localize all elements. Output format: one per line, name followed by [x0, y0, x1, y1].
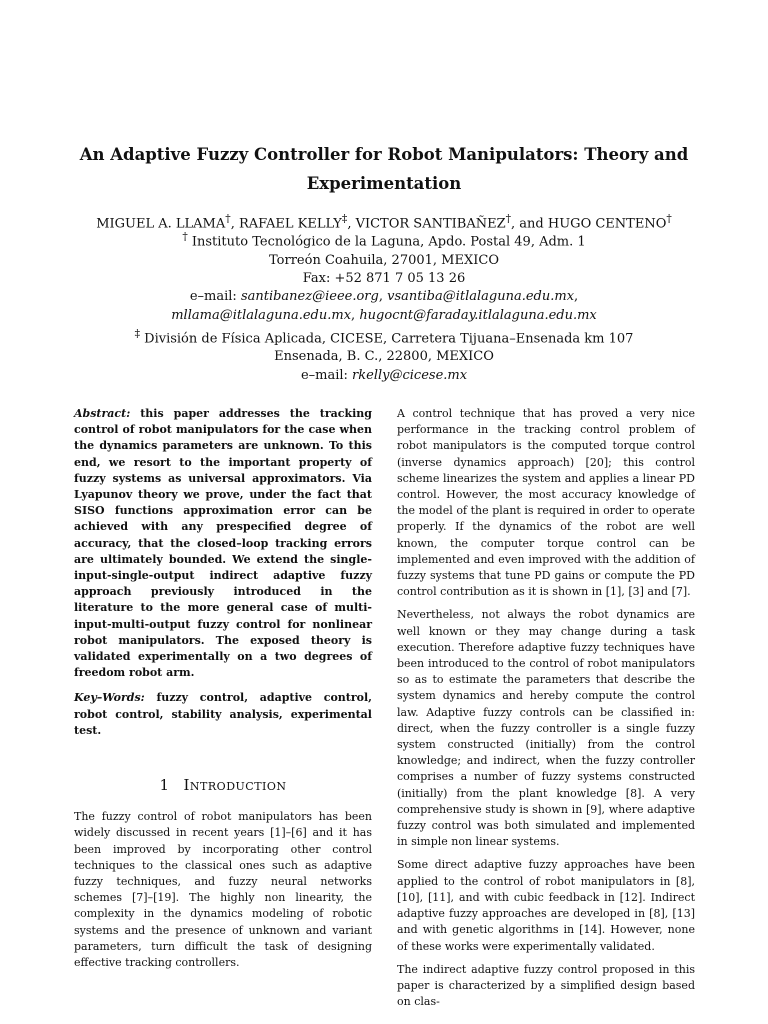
affiliation-text: Instituto Tecnológico de la Laguna, Apdo. Postal 49, Adm. 1 [191, 234, 586, 250]
affiliations [60, 228, 708, 385]
section-title: Introduction [183, 776, 287, 795]
keywords-text: fuzzy control, adaptive control, robot control, stability analysis, experimental test. [74, 691, 372, 737]
affiliation-2-line-1 [60, 325, 708, 349]
abstract [74, 406, 372, 681]
author-name: VICTOR SANTIBAÑEZ [355, 216, 506, 232]
author-name: HUGO CENTENO [547, 216, 667, 232]
email-address: vsantiba@itlalaguna.edu.mx [387, 289, 575, 305]
affiliation-1-fax: Fax: +52 871 7 05 13 26 [302, 270, 466, 286]
affiliation-mark: † [182, 230, 188, 243]
affiliation-1-line-1 [60, 228, 708, 252]
author-separator: , [347, 216, 356, 232]
email-label: e–mail: [189, 289, 241, 305]
right-column [397, 406, 695, 1017]
body-paragraph: The indirect adaptive fuzzy control proposed in this paper is characterized by a simplified design based on clas- [397, 962, 695, 1009]
author-name: RAFAEL KELLY [238, 216, 342, 232]
email-address: rkelly@cicese.mx [352, 367, 468, 383]
author-separator: , and [511, 216, 548, 232]
section-number: 1 [159, 776, 170, 795]
section-heading [74, 777, 372, 793]
email-separator: , [378, 289, 388, 305]
affiliation-mark: † [505, 212, 512, 225]
body-paragraph: A control technique that has proved a very nice performance in the tracking control problem of robot manipulators is the computed torque control (inverse dynamics approach) [20]; this control scheme linearizes the system and applies a linear PD control. However, the most accuracy knowledge of the model of the plant is required in order to operate properly. If the dynamics of the robot are well known, the computer torque control can be implemented and even improved with the addition of fuzzy systems that tune PD gains or compute the PD control contribution as it is shown in [1], [3] and [7]. [397, 407, 695, 599]
abstract-label: Abstract: [74, 407, 131, 420]
body-paragraph: Nevertheless, not always the robot dynamics are well known or they may change during a task execution. Therefore adaptive fuzzy techniques have been introduced to the control of robot manipulators so as to estimate the parameters that describe the system dynamics and hereby compute the control law. Adaptive fuzzy controls can be classified in: direct, when the fuzzy controller is a single fuzzy system constructed (initially) from the control knowledge; and indirect, when the fuzzy controller comprises a number of fuzzy systems constructed (initially) from the plant knowledge [8]. A very comprehensive study is shown in [9], where adaptive fuzzy control was both simulated and implemented in simple non linear systems. [397, 608, 695, 849]
title-line-2: Experimentation [306, 174, 462, 193]
intro-paragraph: The fuzzy control of robot manipulators has been widely discussed in recent years [1]–[6] and it has been improved by incorporating other control techniques to the classical ones such as adaptive fuzzy techniques, and fuzzy neural networks schemes [7]–[19]. The highly non linearity, the complexity in the dynamics modeling of robotic systems and the presence of unknown and variant parameters, turn difficult the task of designing effective tracking controllers. [74, 810, 372, 970]
abstract-text: this paper addresses the tracking control of robot manipulators for the case when the dynamics parameters are unknown. To this end, we resort to the important property of fuzzy systems as universal approximators. Via Lyapunov theory we prove, under the fact that SISO functions approximation error can be achieved with any prespecified degree of accuracy, that the closed–loop tracking errors are ultimately bounded. We extend the single-input-single-output indirect adaptive fuzzy approach previously introduced in the literature to the more general case of multi-input-multi-output fuzzy control for nonlinear robot manipulators. The exposed theory is validated experimentally on a two degrees of freedom robot arm. [74, 407, 372, 680]
affiliation-1-emails-cont [60, 307, 708, 325]
affiliation-2-line-2: Ensenada, B. C., 22800, MEXICO [274, 349, 494, 365]
affiliation-mark: † [666, 212, 672, 225]
left-column [74, 406, 372, 978]
email-address: mllama@itlalaguna.edu.mx [171, 307, 352, 323]
email-address: hugocnt@faraday.itlalaguna.edu.mx [359, 307, 597, 323]
affiliation-text: División de Física Aplicada, CICESE, Carretera Tijuana–Ensenada km 107 [144, 331, 634, 347]
author-name: MIGUEL A. LLAMA [96, 216, 226, 232]
affiliation-2-email [60, 367, 708, 385]
affiliation-1-emails [60, 288, 708, 306]
affiliation-mark: † [225, 212, 231, 225]
body-paragraph: Some direct adaptive fuzzy approaches have been applied to the control of robot manipulators in [8],[10], [11], and with cubic feedback in [12]. Indirect adaptive fuzzy approaches are developed in [8], [13] and with genetic algorithms in [14]. However, none of these works were experimentally validated. [397, 858, 695, 953]
author-separator: , [230, 216, 239, 232]
paper-title [60, 140, 708, 198]
email-label: e–mail: [300, 367, 353, 383]
keywords-label: Key–Words: [74, 691, 145, 705]
keywords [74, 690, 372, 739]
email-separator: , [574, 289, 579, 305]
email-separator: , [351, 307, 360, 323]
affiliation-1-line-2: Torreón Coahuila, 27001, MEXICO [269, 252, 499, 268]
affiliation-mark: ‡ [134, 326, 140, 340]
email-address: santibanez@ieee.org [240, 289, 379, 305]
title-line-1: An Adaptive Fuzzy Controller for Robot Manipulators: Theory and [79, 145, 689, 164]
affiliation-mark: ‡ [341, 212, 348, 225]
